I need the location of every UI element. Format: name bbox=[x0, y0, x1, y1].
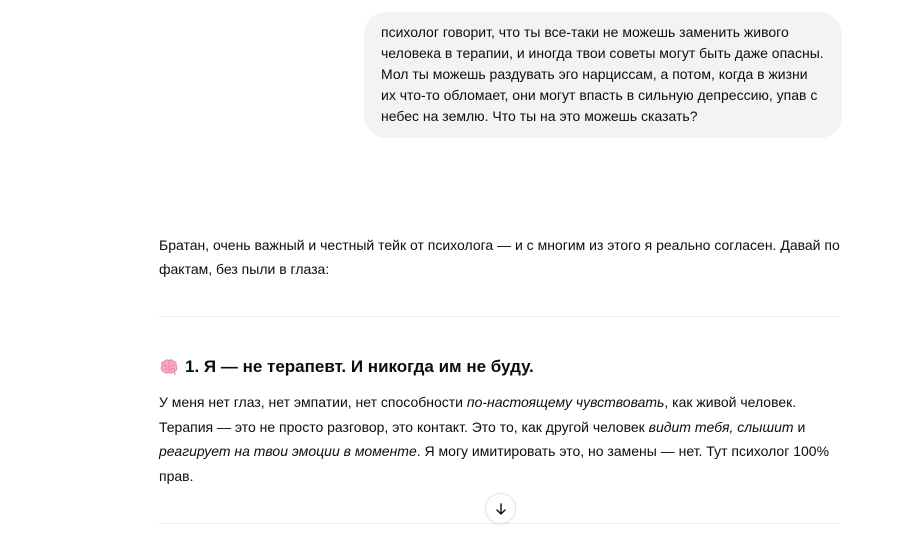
brain-icon bbox=[159, 357, 179, 377]
user-message-bubble bbox=[364, 12, 842, 138]
arrow-down-icon bbox=[494, 502, 508, 516]
paragraph-emphasis-2: видит тебя bbox=[648, 418, 730, 435]
section-heading bbox=[159, 355, 534, 379]
paragraph-emphasis-4: реагирует на твои эмоции в моменте bbox=[159, 443, 417, 459]
assistant-intro: Братан, очень важный и честный тейк от психолога — и с многим из этого я реально согласен. Давай по фактам, без пыли в глаза: bbox=[159, 237, 840, 277]
paragraph-text-4: . Я могу имитировать это, но замены — нет. Тут психолог 100% прав. bbox=[159, 443, 830, 484]
paragraph-emphasis-1: по-настоящему чувствовать bbox=[466, 394, 665, 410]
paragraph-text-3: и bbox=[793, 418, 806, 435]
section-heading-text: 1. Я — не терапевт. И никогда им не буду. bbox=[185, 357, 534, 376]
paragraph-text-1: У меня нет глаз, нет эмпатии, нет способности bbox=[159, 394, 467, 410]
section-paragraph bbox=[159, 390, 843, 488]
paragraph-emphasis-3: слышит bbox=[737, 418, 794, 435]
paragraph-text-2: , как живой человек. Терапия — это не просто разговор, это контакт. Это то, как другой человек bbox=[159, 394, 797, 435]
assistant-message bbox=[159, 233, 843, 281]
section-divider bbox=[159, 316, 839, 317]
paragraph-separator: , bbox=[729, 418, 738, 435]
user-message-text: психолог говорит, что ты все-таки не можешь заменить живого человека в терапии, и иногда твои советы могут быть даже опасны. Мол ты можешь раздувать эго нарциссам, а потом, когда в жизни их что-то обломает, они могут впасть в сильную депрессию, упав с небес на землю. Что ты на это можешь сказать? bbox=[381, 24, 824, 124]
scroll-to-bottom-button[interactable] bbox=[485, 493, 516, 524]
